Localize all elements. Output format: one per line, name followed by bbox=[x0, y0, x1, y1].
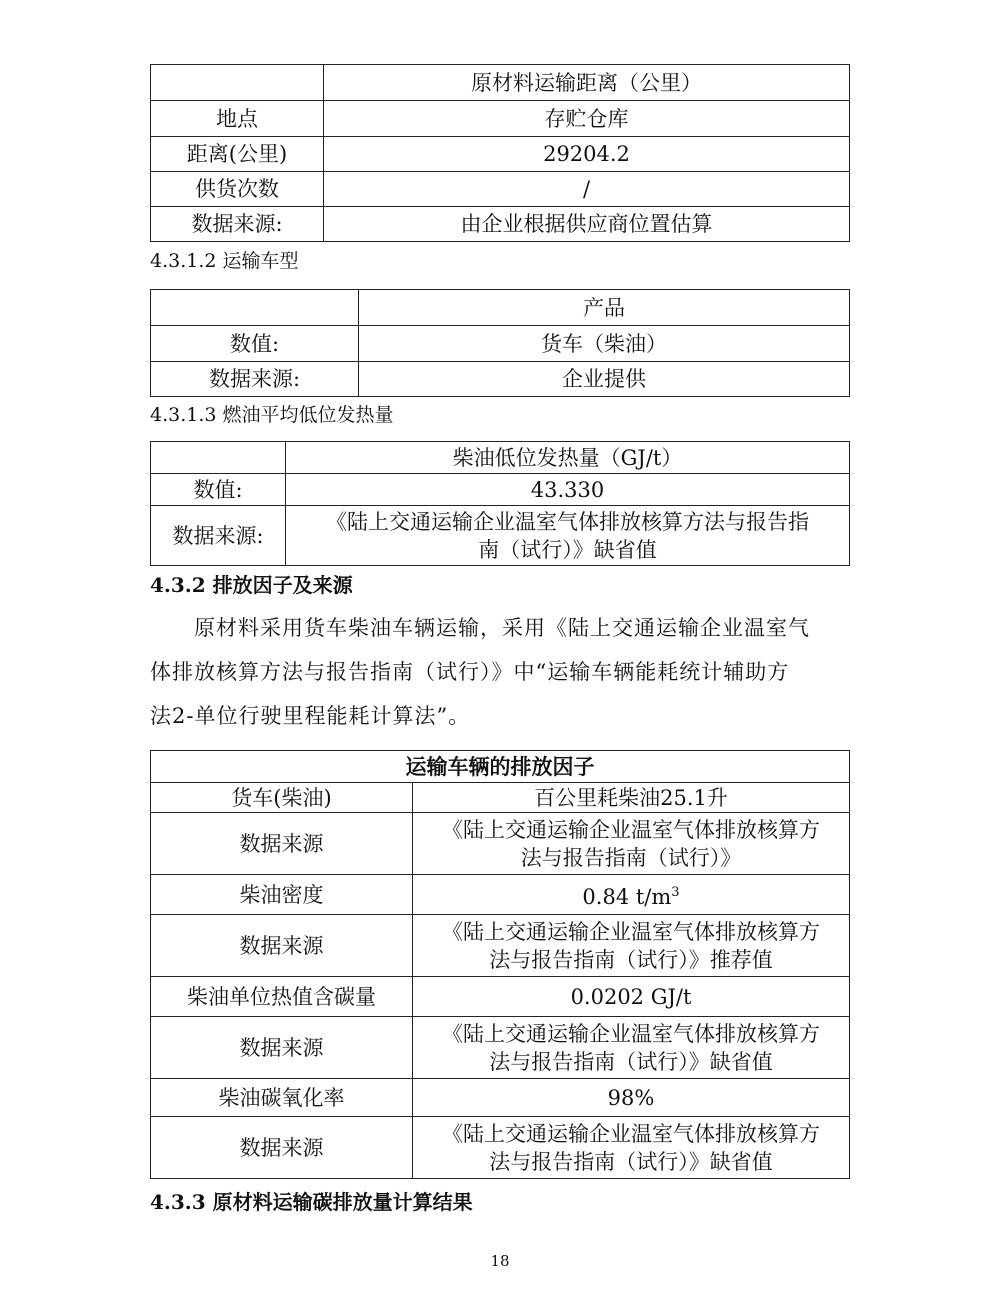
row-label: 数据来源: bbox=[151, 506, 286, 566]
table-cell-empty bbox=[151, 290, 359, 326]
row-value: 企业提供 bbox=[359, 362, 850, 397]
row-value: 43.330 bbox=[286, 474, 850, 506]
row-value: 百公里耗柴油25.1升 bbox=[413, 783, 850, 813]
row-value bbox=[413, 813, 850, 875]
section-heading: 4.3.1.3 燃油平均低位发热量 bbox=[150, 404, 394, 426]
row-value: 存贮仓库 bbox=[324, 101, 850, 137]
section-heading: 4.3.2 排放因子及来源 bbox=[150, 573, 353, 597]
row-value: 29204.2 bbox=[324, 137, 850, 172]
row-value-line: 法与报告指南（试行）》缺省值 bbox=[489, 1049, 773, 1074]
table-cell-empty bbox=[151, 65, 324, 101]
row-label: 数据来源 bbox=[151, 813, 413, 875]
row-label: 数据来源: bbox=[151, 207, 324, 242]
vehicle-type-table bbox=[150, 289, 850, 397]
row-label: 数据来源 bbox=[151, 915, 413, 977]
density-value: 0.84 t/m bbox=[582, 884, 672, 909]
heating-value-table bbox=[150, 441, 850, 566]
section-heading: 4.3.3 原材料运输碳排放量计算结果 bbox=[150, 1190, 473, 1214]
row-value: 货车（柴油） bbox=[359, 326, 850, 362]
row-value-line: 《陆上交通运输企业温室气体排放核算方 bbox=[442, 817, 820, 842]
row-label: 柴油碳氧化率 bbox=[151, 1079, 413, 1117]
row-label: 数据来源: bbox=[151, 362, 359, 397]
transport-distance-table bbox=[150, 64, 850, 242]
table-cell-empty bbox=[151, 442, 286, 474]
row-value-line: 《陆上交通运输企业温室气体排放核算方 bbox=[442, 1121, 820, 1146]
row-label: 数据来源 bbox=[151, 1117, 413, 1179]
row-value bbox=[413, 1017, 850, 1079]
row-label: 柴油单位热值含碳量 bbox=[151, 977, 413, 1017]
row-label: 货车(柴油) bbox=[151, 783, 413, 813]
row-value bbox=[413, 915, 850, 977]
row-value-line: 法与报告指南（试行）》推荐值 bbox=[489, 947, 773, 972]
row-label: 数值: bbox=[151, 474, 286, 506]
row-value bbox=[286, 506, 850, 566]
table-header: 原材料运输距离（公里） bbox=[324, 65, 850, 101]
paragraph-line: 法2-单位行驶里程能耗计算法”。 bbox=[150, 704, 471, 728]
table-header: 产品 bbox=[359, 290, 850, 326]
row-value-line: 南（试行）》缺省值 bbox=[478, 537, 657, 562]
row-value: 0.0202 GJ/t bbox=[413, 977, 850, 1017]
emission-factor-table bbox=[150, 750, 850, 1179]
table-title: 运输车辆的排放因子 bbox=[151, 751, 850, 783]
row-label: 供货次数 bbox=[151, 172, 324, 207]
row-value bbox=[413, 1117, 850, 1179]
row-value bbox=[413, 875, 850, 915]
page-number: 18 bbox=[490, 1252, 510, 1270]
row-value-line: 法与报告指南（试行）》缺省值 bbox=[489, 1149, 773, 1174]
table-header: 柴油低位发热量（GJ/t） bbox=[286, 442, 850, 474]
row-label: 距离(公里) bbox=[151, 137, 324, 172]
paragraph-line: 原材料采用货车柴油车辆运输，采用《陆上交通运输企业温室气 bbox=[194, 616, 810, 640]
row-label: 柴油密度 bbox=[151, 875, 413, 915]
row-label: 数据来源 bbox=[151, 1017, 413, 1079]
row-value: / bbox=[324, 172, 850, 207]
row-value: 98% bbox=[413, 1079, 850, 1117]
row-value: 由企业根据供应商位置估算 bbox=[324, 207, 850, 242]
row-value-line: 《陆上交通运输企业温室气体排放核算方 bbox=[442, 919, 820, 944]
paragraph bbox=[150, 606, 850, 738]
row-label: 地点 bbox=[151, 101, 324, 137]
paragraph-line: 体排放核算方法与报告指南（试行）》中“运输车辆能耗统计辅助方 bbox=[150, 660, 790, 684]
superscript: 3 bbox=[671, 884, 680, 900]
row-value-line: 《陆上交通运输企业温室气体排放核算方法与报告指 bbox=[326, 509, 809, 534]
row-value-line: 《陆上交通运输企业温室气体排放核算方 bbox=[442, 1021, 820, 1046]
row-label: 数值: bbox=[151, 326, 359, 362]
section-heading: 4.3.1.2 运输车型 bbox=[150, 250, 299, 272]
row-value-line: 法与报告指南（试行）》 bbox=[520, 845, 742, 870]
